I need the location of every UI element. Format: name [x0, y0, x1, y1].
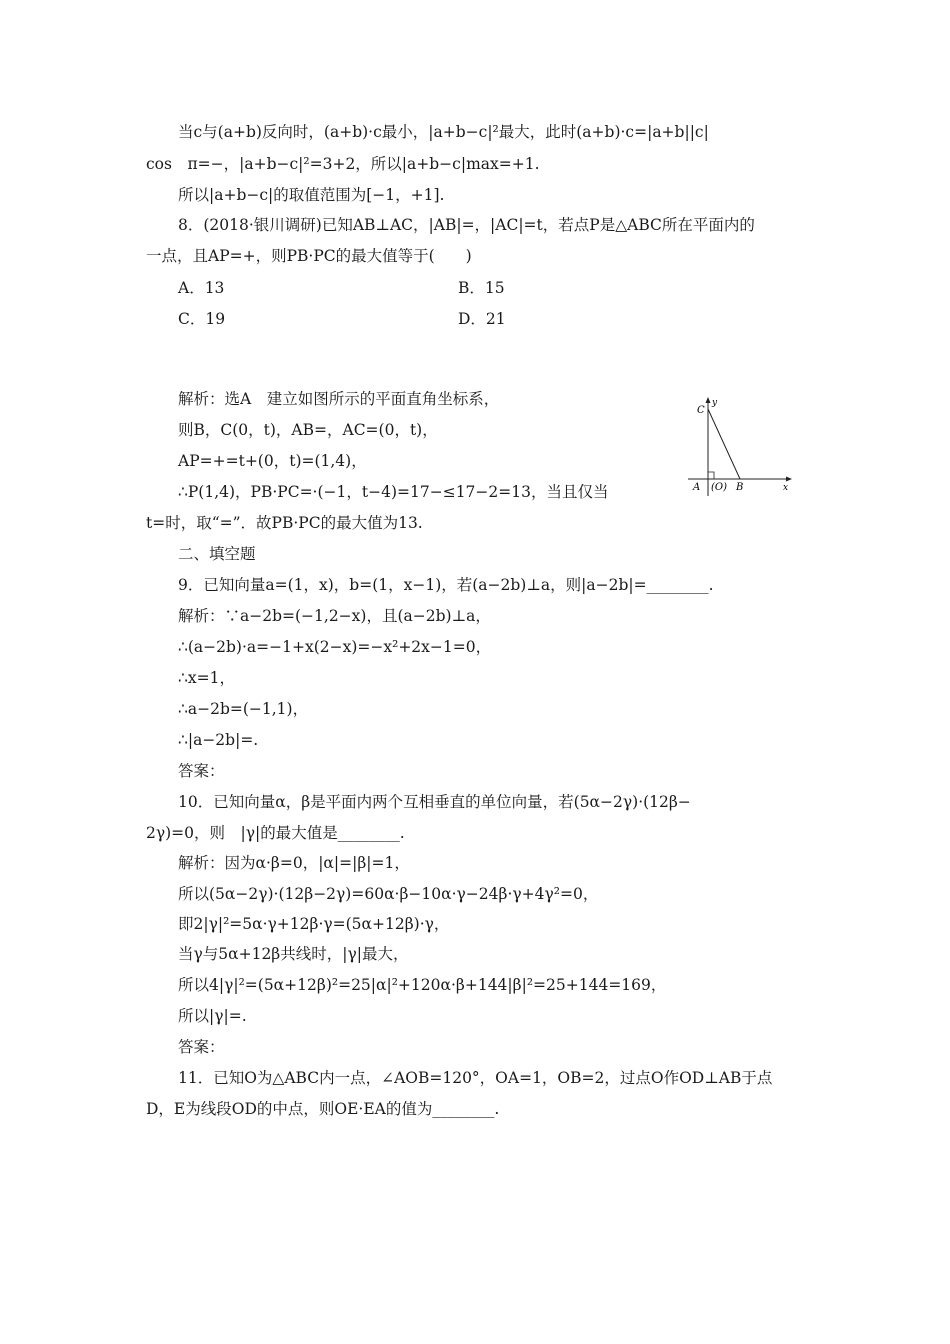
text-line: 所以4|γ|²=(5α+12β)²=25|α|²+120α·β+144|β|²=25+144=169，	[178, 976, 667, 994]
text-line: 当c与(a+b)反向时，(a+b)·c最小，|a+b−c|²最大，此时(a+b)·c=|a+b||c|	[178, 123, 709, 141]
choice-c: C．19	[178, 310, 226, 328]
text-line: ∴a−2b=(−1,1)，	[178, 700, 309, 718]
text-line: AP=+=t+(0，t)=(1,4)，	[178, 452, 367, 470]
choice-b: B．15	[458, 279, 505, 297]
text-line: 2γ)=0，则 |γ|的最大值是________.	[146, 824, 405, 842]
choice-d: D．21	[458, 310, 506, 328]
text-line: cos π=−，|a+b−c|²=3+2，所以|a+b−c|max=+1.	[146, 155, 540, 173]
text-line: 11．已知O为△ABC内一点，∠AOB=120°，OA=1，OB=2，过点O作OD⊥AB于点	[178, 1069, 773, 1087]
figure-label-b: B	[736, 482, 744, 493]
text-line: 所以(5α−2γ)·(12β−2γ)=60α·β−10α·γ−24β·γ+4γ²=0，	[178, 885, 599, 903]
text-line: ∴|a−2b|=.	[178, 731, 259, 749]
answer-label: 答案：	[178, 1038, 225, 1056]
text-line: 解析：因为α·β=0，|α|=|β|=1，	[178, 854, 410, 872]
text-line: ∴(a−2b)·a=−1+x(2−x)=−x²+2x−1=0，	[178, 638, 492, 656]
text-line: 当γ与5α+12β共线时，|γ|最大，	[178, 945, 409, 963]
text-line: 解析：∵a−2b=(−1,2−x)，且(a−2b)⊥a，	[178, 607, 491, 625]
figure-label-c: C	[697, 405, 705, 416]
text-line: ∴x=1，	[178, 669, 235, 687]
text-line: 一点，且AP=+，则PB·PC的最大值等于( )	[146, 247, 472, 265]
coordinate-figure	[686, 392, 796, 500]
figure-label-x: x	[783, 483, 789, 493]
figure-label-y: y	[712, 398, 718, 408]
text-line: 10．已知向量α，β是平面内两个互相垂直的单位向量，若(5α−2γ)·(12β−	[178, 793, 691, 811]
text-line: 所以|a+b−c|的取值范围为[−1，+1].	[178, 186, 445, 204]
figure-label-a: A	[693, 482, 701, 493]
text-line: 所以|γ|=.	[178, 1007, 247, 1025]
choice-a: A．13	[178, 279, 225, 297]
text-line: 即2|γ|²=5α·γ+12β·γ=(5α+12β)·γ，	[178, 915, 450, 933]
text-line: ∴P(1,4)，PB·PC=·(−1，t−4)=17−≤17−2=13，当且仅当	[178, 483, 609, 501]
text-line: 则B，C(0，t)，AB=，AC=(0，t)，	[178, 421, 438, 439]
answer-label: 答案：	[178, 762, 225, 780]
text-line: 9．已知向量a=(1，x)，b=(1，x−1)，若(a−2b)⊥a，则|a−2b|=________.	[178, 576, 714, 594]
section-heading: 二、填空题	[178, 545, 256, 563]
text-line: 解析：选A 建立如图所示的平面直角坐标系，	[178, 390, 500, 408]
text-line: D，E为线段OD的中点，则OE·EA的值为________.	[146, 1100, 500, 1118]
figure-label-o: (O)	[711, 482, 728, 493]
text-line: t=时，取“=”．故PB·PC的最大值为13.	[146, 514, 423, 532]
text-line: 8．(2018·银川调研)已知AB⊥AC，|AB|=，|AC|=t，若点P是△ABC所在平面内的	[178, 216, 755, 234]
